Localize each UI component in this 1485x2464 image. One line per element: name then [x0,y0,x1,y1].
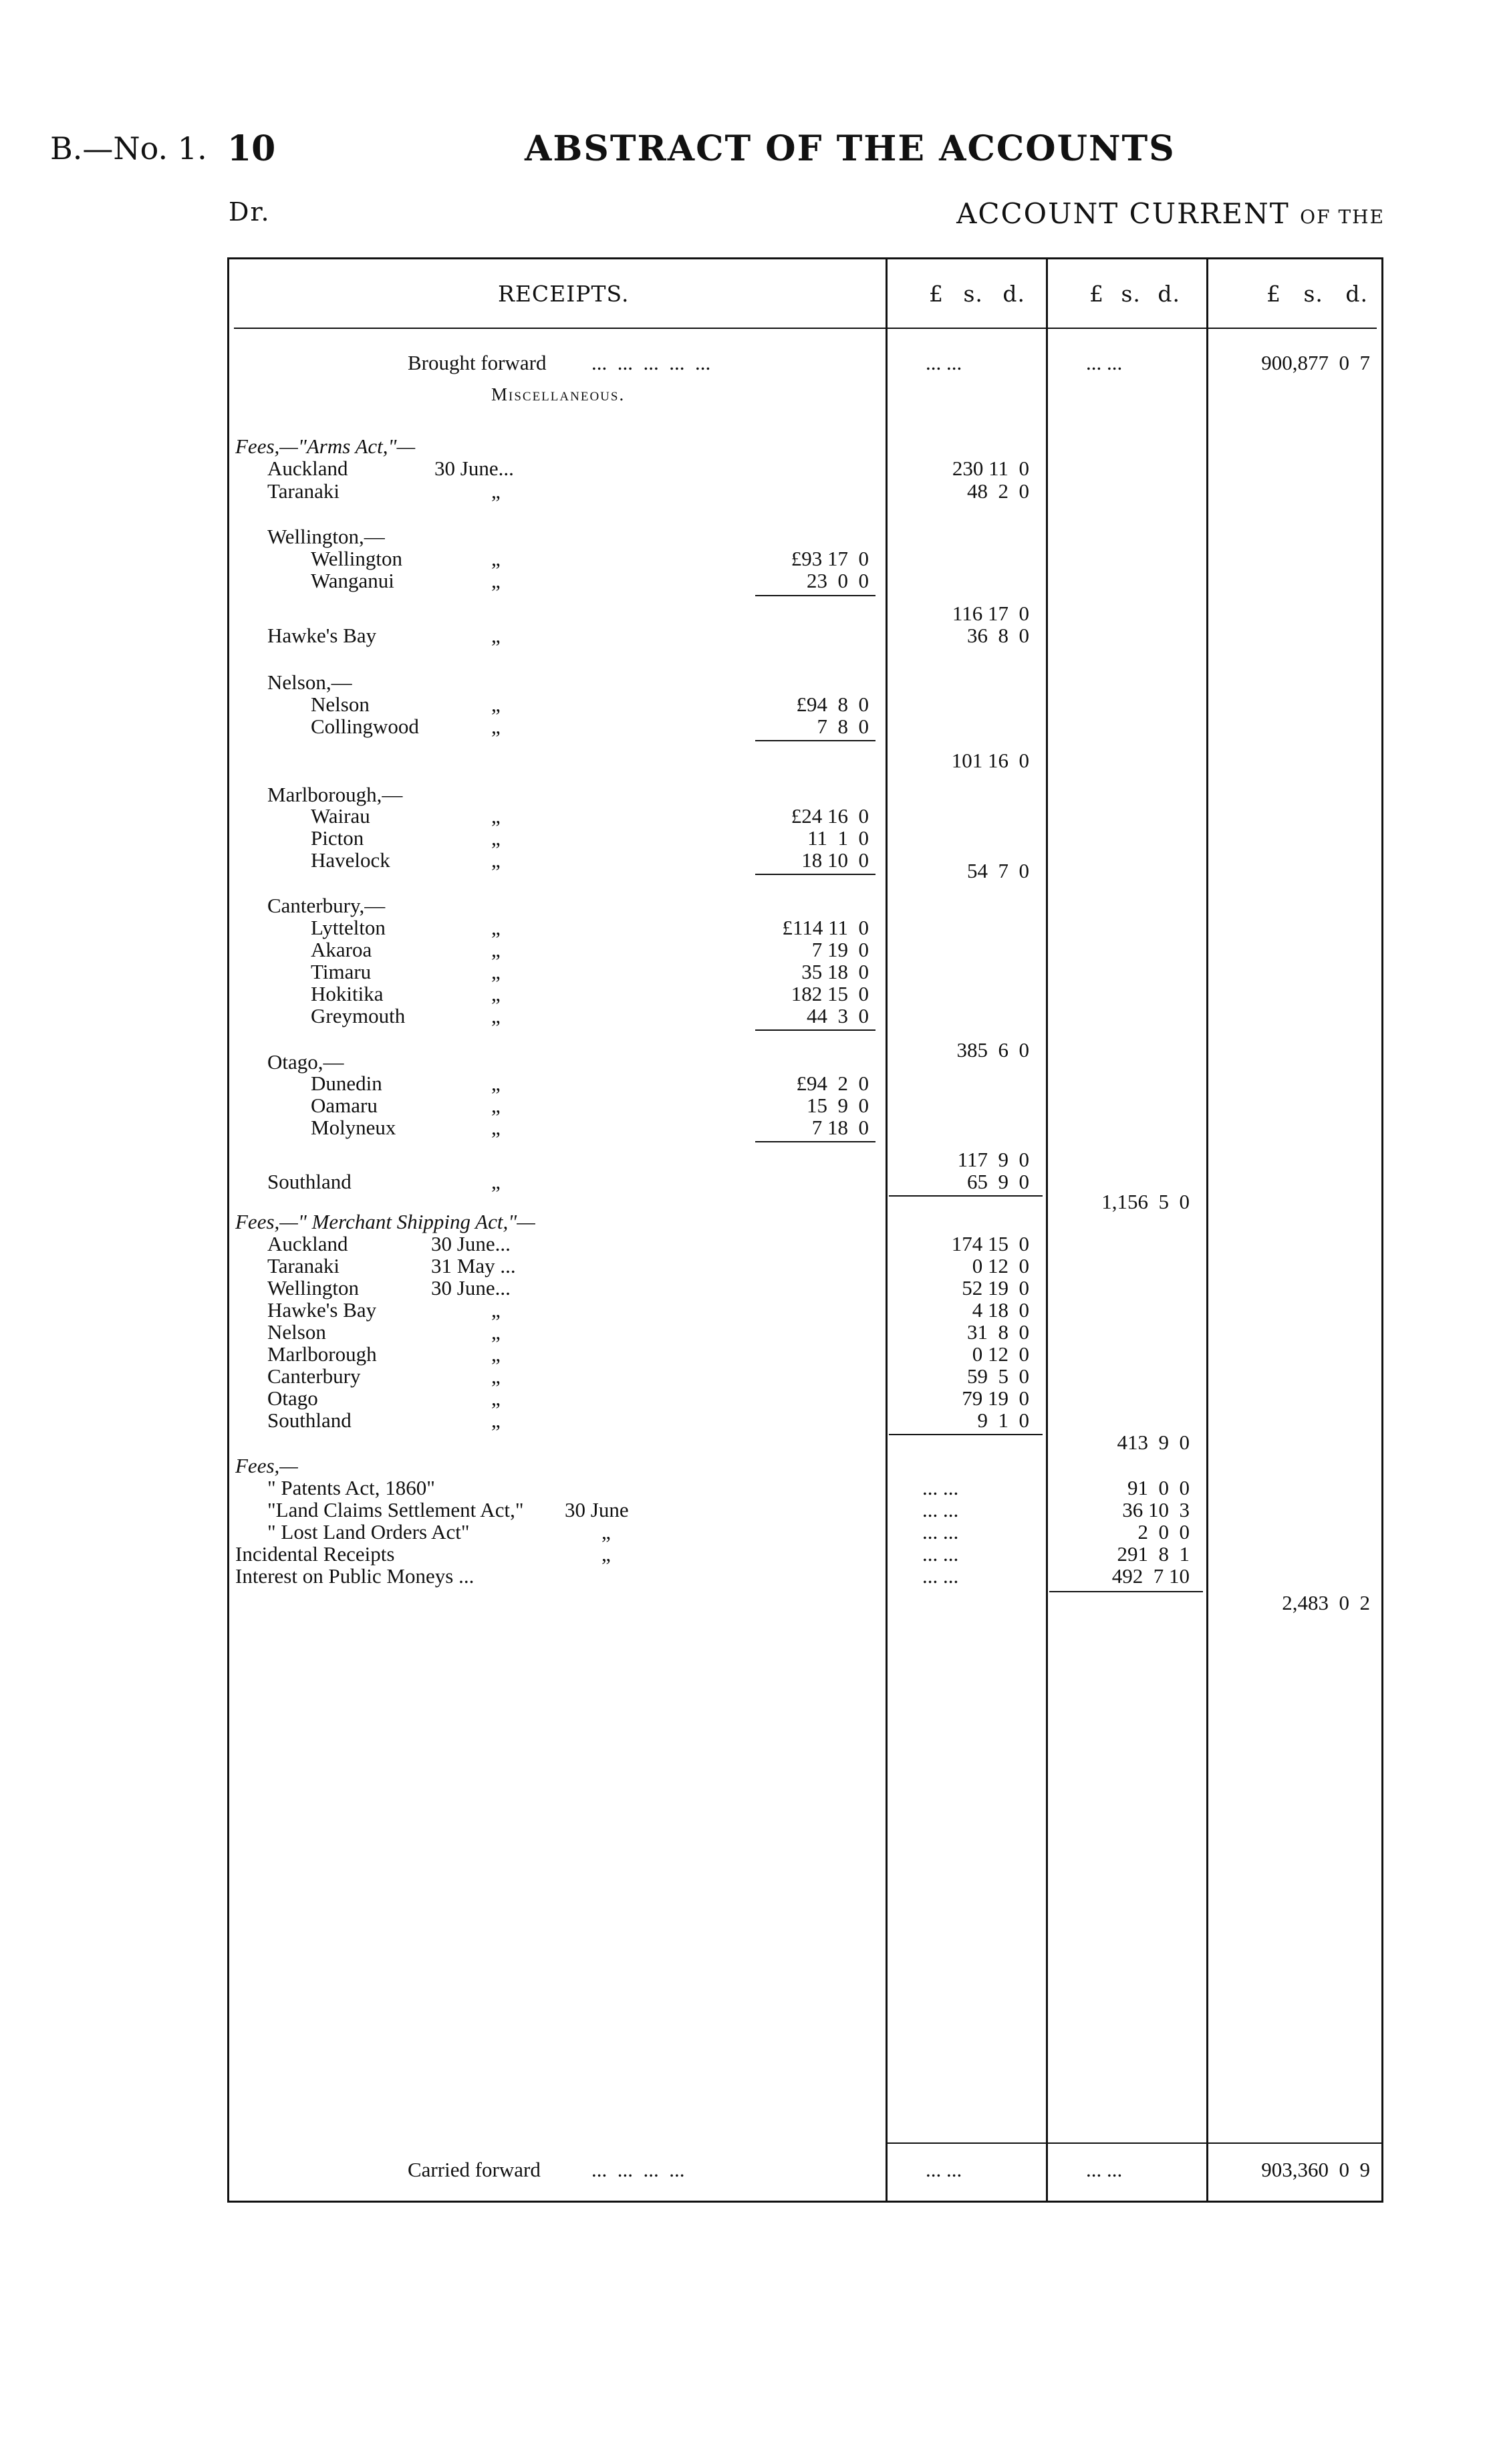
hokitika-item-label: Hokitika [311,982,384,1005]
shipping-row-label: Canterbury [267,1364,361,1388]
canterbury-heading: Canterbury,— [267,894,386,917]
southland-c1: 65 9 0 [967,1170,1029,1193]
miscellaneous-total: 2,483 0 2 [1282,1591,1370,1614]
lyttelton-item-ditto: „ [491,916,501,939]
oamaru-item-ditto: „ [491,1094,501,1117]
marlborough-heading: Marlborough,— [267,783,403,806]
wellington-item-ditto: „ [491,547,501,570]
debit-label: Dr. [229,197,271,227]
shipping-row-label: Auckland [267,1232,348,1255]
lyttelton-item-label: Lyttelton [311,916,386,939]
hokitika-item-amount: 182 15 0 [791,982,869,1005]
shipping-row-date: 30 June... [431,1232,511,1255]
arms-taranaki-label: Taranaki [267,479,340,503]
col-heading-1: £ s. d. [929,281,1026,307]
shipping-row-label: Wellington [267,1276,359,1300]
shipping-row-c1: 59 5 0 [967,1364,1029,1388]
hawkes-bay-label: Hawke's Bay [267,624,377,647]
nelson-subtotal-rule [755,740,875,741]
table-top-border [227,257,1383,259]
brought-forward-dots: ... ... ... ... ... [591,351,711,374]
hawkes-bay-c1: 36 8 0 [967,624,1029,647]
hokitika-item-ditto: „ [491,982,501,1005]
shipping-row-date: „ [491,1386,501,1410]
akaroa-item-amount: 7 19 0 [811,938,869,961]
of-the-text: OF THE [1300,206,1385,228]
shipping-row-date: 31 May ... [431,1254,516,1277]
wairau-item-ditto: „ [491,804,501,828]
greymouth-item-ditto: „ [491,1004,501,1027]
carried-forward-c1: ... ... [926,2158,962,2181]
havelock-item-ditto: „ [491,848,501,872]
misc-total-rule [1049,1591,1203,1592]
picton-item-ditto: „ [491,826,501,850]
other-fee-label: " Patents Act, 1860" [267,1476,435,1499]
other-fees-heading: Fees,— [235,1454,298,1477]
brought-forward-c2: ... ... [1086,351,1123,374]
shipping-act-total: 413 9 0 [1117,1431,1190,1454]
oamaru-item-label: Oamaru [311,1094,378,1117]
wanganui-item-label: Wanganui [311,569,394,592]
canterbury-subtotal: 385 6 0 [956,1038,1029,1062]
table-bottom-border [227,2201,1383,2203]
nelson-item-ditto: „ [491,693,501,716]
shipping-row-c1: 9 1 0 [977,1408,1029,1432]
receipts-heading: RECEIPTS. [498,281,630,307]
shipping-row-c1: 31 8 0 [967,1320,1029,1344]
nelson-item-amount: £94 8 0 [796,693,869,716]
collingwood-item-amount: 7 8 0 [817,715,869,738]
shipping-row-date: „ [491,1364,501,1388]
shipping-row-c1: 52 19 0 [962,1276,1029,1300]
southland-label: Southland [267,1170,352,1193]
molyneux-item-label: Molyneux [311,1116,396,1139]
timaru-item-label: Timaru [311,960,372,983]
shipping-row-c1: 4 18 0 [972,1298,1029,1322]
other-fee-label: "Land Claims Settlement Act," [267,1498,524,1521]
oamaru-item-amount: 15 9 0 [807,1094,869,1117]
carried-forward-label: Carried forward [408,2158,541,2181]
arms-taranaki-c1: 48 2 0 [967,479,1029,503]
shipping-row-date: 30 June... [431,1276,511,1300]
carried-forward-rule [886,2142,1383,2144]
wellington-item-amount: £93 17 0 [791,547,869,570]
shipping-total-rule [889,1434,1043,1435]
shipping-row-c1: 0 12 0 [972,1254,1029,1277]
carried-forward-dots: ... ... ... ... [591,2158,685,2181]
incidental-receipts-ditto: „ [601,1542,611,1566]
column-divider-1 [886,257,888,2203]
other-fee-date: 30 June [565,1498,629,1521]
shipping-row-date: „ [491,1342,501,1366]
wairau-item-label: Wairau [311,804,370,828]
other-fee-date: „ [601,1520,611,1544]
receipts-table [227,257,1383,2203]
brought-forward-label: Brought forward [408,351,547,374]
havelock-item-label: Havelock [311,848,390,872]
page-title: ABSTRACT OF THE ACCOUNTS [525,128,1176,169]
shipping-row-c1: 174 15 0 [951,1232,1029,1255]
arms-act-heading: Fees,—"Arms Act,"— [235,435,416,458]
column-divider-3 [1206,257,1208,2203]
shipping-row-c1: 79 19 0 [962,1386,1029,1410]
arms-auckland-label: Auckland [267,457,348,480]
greymouth-item-amount: 44 3 0 [807,1004,869,1027]
collingwood-item-ditto: „ [491,715,501,738]
arms-act-total-rule [889,1195,1043,1197]
lyttelton-item-amount: £114 11 0 [782,916,869,939]
otago-subtotal-rule [755,1141,875,1142]
hawkes-bay-ditto: „ [491,624,501,647]
shipping-act-heading: Fees,—" Merchant Shipping Act,"— [235,1210,535,1233]
collingwood-item-label: Collingwood [311,715,419,738]
document-reference: B.—No. 1. [50,130,207,166]
other-fee-c2: 91 0 0 [1127,1476,1190,1499]
shipping-row-c1: 0 12 0 [972,1342,1029,1366]
carried-forward-c3: 903,360 0 9 [1261,2158,1370,2181]
wellington-subtotal: 116 17 0 [952,602,1029,625]
arms-auckland-date: 30 June... [434,457,514,480]
wanganui-item-ditto: „ [491,569,501,592]
dunedin-item-ditto: „ [491,1072,501,1095]
col-heading-2: £ s. d. [1089,281,1181,307]
canterbury-subtotal-rule [755,1029,875,1031]
shipping-row-label: Hawke's Bay [267,1298,377,1322]
wellington-heading: Wellington,— [267,525,385,548]
page-number: 10 [227,128,276,169]
dunedin-item-amount: £94 2 0 [796,1072,869,1095]
arms-act-total: 1,156 5 0 [1101,1190,1190,1213]
miscellaneous-heading: Miscellaneous. [491,384,626,404]
picton-item-amount: 11 1 0 [807,826,869,850]
shipping-row-date: „ [491,1298,501,1322]
otago-subtotal: 117 9 0 [957,1148,1029,1171]
other-fee-c1: ... ... [922,1498,959,1521]
other-fee-c2: 2 0 0 [1137,1520,1190,1544]
shipping-row-label: Taranaki [267,1254,340,1277]
other-fee-label: " Lost Land Orders Act" [267,1520,470,1544]
interest-c1: ... ... [922,1564,959,1588]
shipping-row-date: „ [491,1320,501,1344]
dunedin-item-label: Dunedin [311,1072,382,1095]
table-left-border [227,257,229,2203]
wairau-item-amount: £24 16 0 [791,804,869,828]
havelock-item-amount: 18 10 0 [801,848,869,872]
shipping-row-label: Otago [267,1386,318,1410]
brought-forward-c3: 900,877 0 7 [1261,351,1370,374]
arms-taranaki-ditto: „ [491,479,501,503]
account-current-text: ACCOUNT CURRENT [956,197,1290,230]
other-fee-c1: ... ... [922,1520,959,1544]
incidental-receipts-label: Incidental Receipts [235,1542,395,1566]
column-divider-2 [1046,257,1048,2203]
wanganui-item-amount: 23 0 0 [807,569,869,592]
greymouth-item-label: Greymouth [311,1004,406,1027]
akaroa-item-label: Akaroa [311,938,372,961]
other-fee-c2: 36 10 3 [1122,1498,1190,1521]
picton-item-label: Picton [311,826,364,850]
carried-forward-c2: ... ... [1086,2158,1123,2181]
account-current-label [956,197,1385,230]
marlborough-subtotal: 54 7 0 [967,859,1029,882]
wellington-subtotal-rule [755,595,875,596]
shipping-row-label: Marlborough [267,1342,377,1366]
nelson-item-label: Nelson [311,693,370,716]
shipping-row-label: Southland [267,1408,352,1432]
header-underline [234,328,1377,329]
timaru-item-ditto: „ [491,960,501,983]
shipping-row-date: „ [491,1408,501,1432]
otago-heading: Otago,— [267,1050,344,1074]
timaru-item-amount: 35 18 0 [801,960,869,983]
arms-auckland-c1: 230 11 0 [952,457,1029,480]
wellington-item-label: Wellington [311,547,402,570]
other-fee-c1: ... ... [922,1476,959,1499]
col-heading-3: £ s. d. [1266,281,1369,307]
nelson-subtotal: 101 16 0 [951,749,1029,772]
shipping-row-label: Nelson [267,1320,326,1344]
interest-label: Interest on Public Moneys ... [235,1564,475,1588]
marlborough-subtotal-rule [755,874,875,875]
molyneux-item-amount: 7 18 0 [811,1116,869,1139]
interest-c2: 492 7 10 [1111,1564,1190,1588]
molyneux-item-ditto: „ [491,1116,501,1139]
nelson-heading: Nelson,— [267,670,352,694]
table-right-border [1381,257,1383,2203]
southland-ditto: „ [491,1170,501,1193]
incidental-receipts-c2: 291 8 1 [1117,1542,1190,1566]
akaroa-item-ditto: „ [491,938,501,961]
incidental-receipts-c1: ... ... [922,1542,959,1566]
brought-forward-c1: ... ... [926,351,962,374]
